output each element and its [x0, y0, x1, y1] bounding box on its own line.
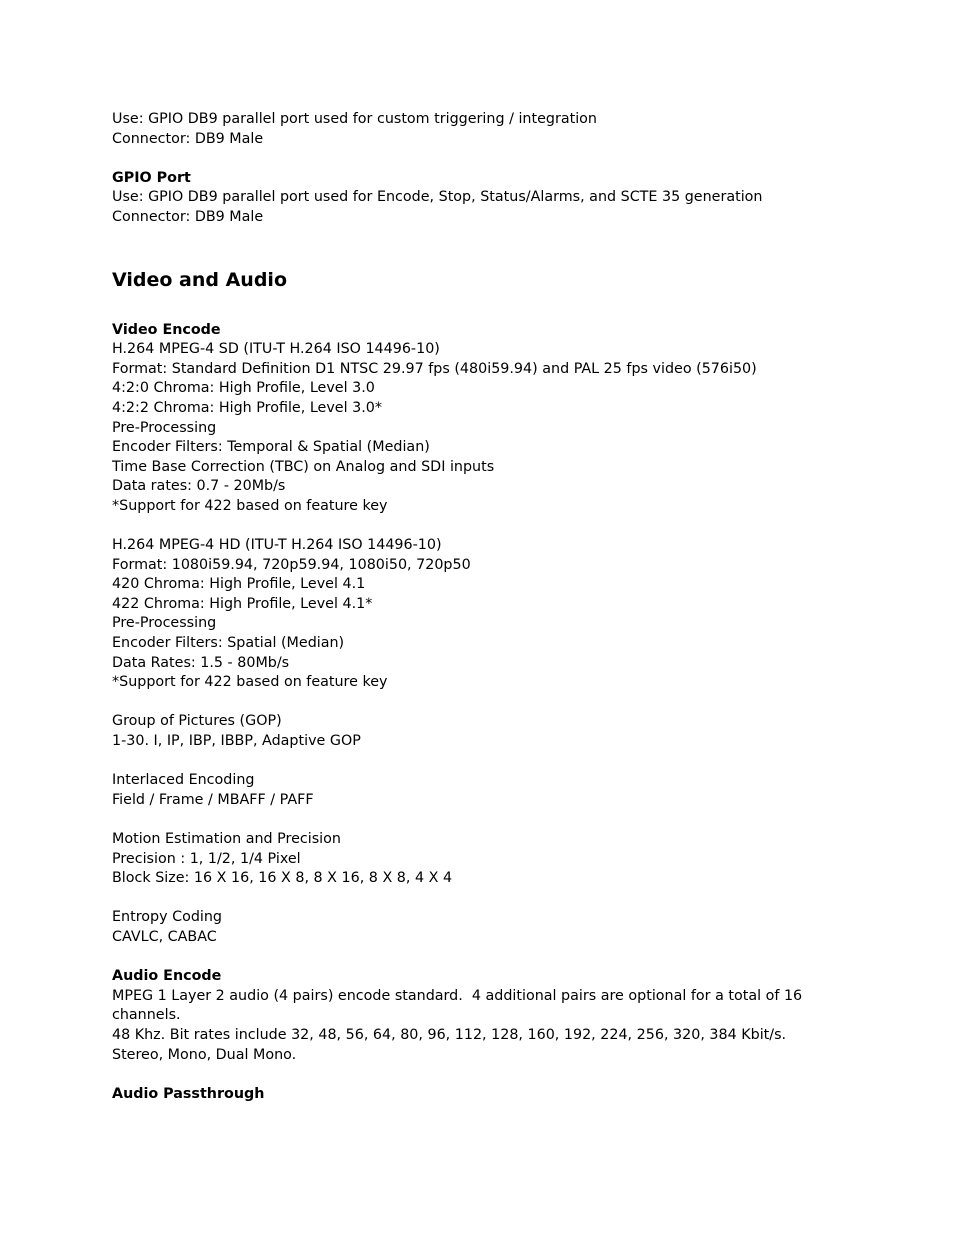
- audio-line: channels.: [112, 1007, 181, 1024]
- audio-passthrough-heading: Audio Passthrough: [112, 1085, 265, 1102]
- sd-line: Format: Standard Definition D1 NTSC 29.97 fps (480i59.94) and PAL 25 fps video (576i50): [112, 360, 757, 377]
- audio-line: MPEG 1 Layer 2 audio (4 pairs) encode standard. 4 additional pairs are optional for a total of 16: [112, 987, 803, 1004]
- audio-line: Stereo, Mono, Dual Mono.: [112, 1046, 297, 1063]
- sd-line: Pre-Processing: [112, 419, 217, 436]
- motion-line: Motion Estimation and Precision: [112, 831, 341, 847]
- audio-line: 48 Khz. Bit rates include 32, 48, 56, 64, 80, 96, 112, 128, 160, 192, 224, 256, 320, 384 Kbit/s.: [112, 1026, 787, 1043]
- hd-line: 422 Chroma: High Profile, Level 4.1*: [112, 595, 373, 612]
- hd-line: Encoder Filters: Spatial (Median): [112, 635, 345, 652]
- motion-line: Block Size: 16 X 16, 16 X 8, 8 X 16, 8 X 8, 4 X 4: [112, 870, 453, 887]
- motion-line: Precision : 1, 1/2, 1/4 Pixel: [112, 850, 301, 867]
- hd-line: *Support for 422 based on feature key: [112, 674, 388, 691]
- sd-line: H.264 MPEG-4 SD (ITU-T H.264 ISO 14496-10): [112, 341, 440, 358]
- audio-encode-heading: Audio Encode: [112, 968, 222, 985]
- sd-line: Encoder Filters: Temporal & Spatial (Median): [112, 439, 430, 456]
- gpio-custom-connector: Connector: DB9 Male: [112, 130, 264, 147]
- hd-line: H.264 MPEG-4 HD (ITU-T H.264 ISO 14496-10): [112, 537, 442, 554]
- gpio-custom-use: Use: GPIO DB9 parallel port used for custom triggering / integration: [112, 111, 597, 127]
- hd-line: Data Rates: 1.5 - 80Mb/s: [112, 654, 290, 671]
- interlaced-line: Interlaced Encoding: [112, 772, 255, 789]
- interlaced-line: Field / Frame / MBAFF / PAFF: [112, 791, 314, 808]
- sd-line: Time Base Correction (TBC) on Analog and SDI inputs: [112, 458, 495, 475]
- entropy-line: CAVLC, CABAC: [112, 928, 217, 945]
- video-encode-heading: Video Encode: [112, 321, 221, 338]
- sd-line: *Support for 422 based on feature key: [112, 497, 388, 514]
- document-page: [112, 110, 832, 1104]
- gpio-port-heading: GPIO Port: [112, 169, 191, 186]
- entropy-line: Entropy Coding: [112, 909, 223, 926]
- sd-line: 4:2:2 Chroma: High Profile, Level 3.0*: [112, 399, 382, 416]
- hd-line: Format: 1080i59.94, 720p59.94, 1080i50, 720p50: [112, 556, 471, 573]
- sd-line: Data rates: 0.7 - 20Mb/s: [112, 478, 286, 495]
- gpio-port-connector: Connector: DB9 Male: [112, 208, 264, 225]
- sd-line: 4:2:0 Chroma: High Profile, Level 3.0: [112, 380, 375, 397]
- section-title-video-audio: Video and Audio: [112, 268, 287, 291]
- gop-line: 1-30. I, IP, IBP, IBBP, Adaptive GOP: [112, 733, 361, 750]
- hd-line: 420 Chroma: High Profile, Level 4.1: [112, 576, 366, 593]
- hd-line: Pre-Processing: [112, 615, 217, 632]
- gpio-port-use: Use: GPIO DB9 parallel port used for Encode, Stop, Status/Alarms, and SCTE 35 generation: [112, 189, 763, 206]
- gop-line: Group of Pictures (GOP): [112, 713, 282, 730]
